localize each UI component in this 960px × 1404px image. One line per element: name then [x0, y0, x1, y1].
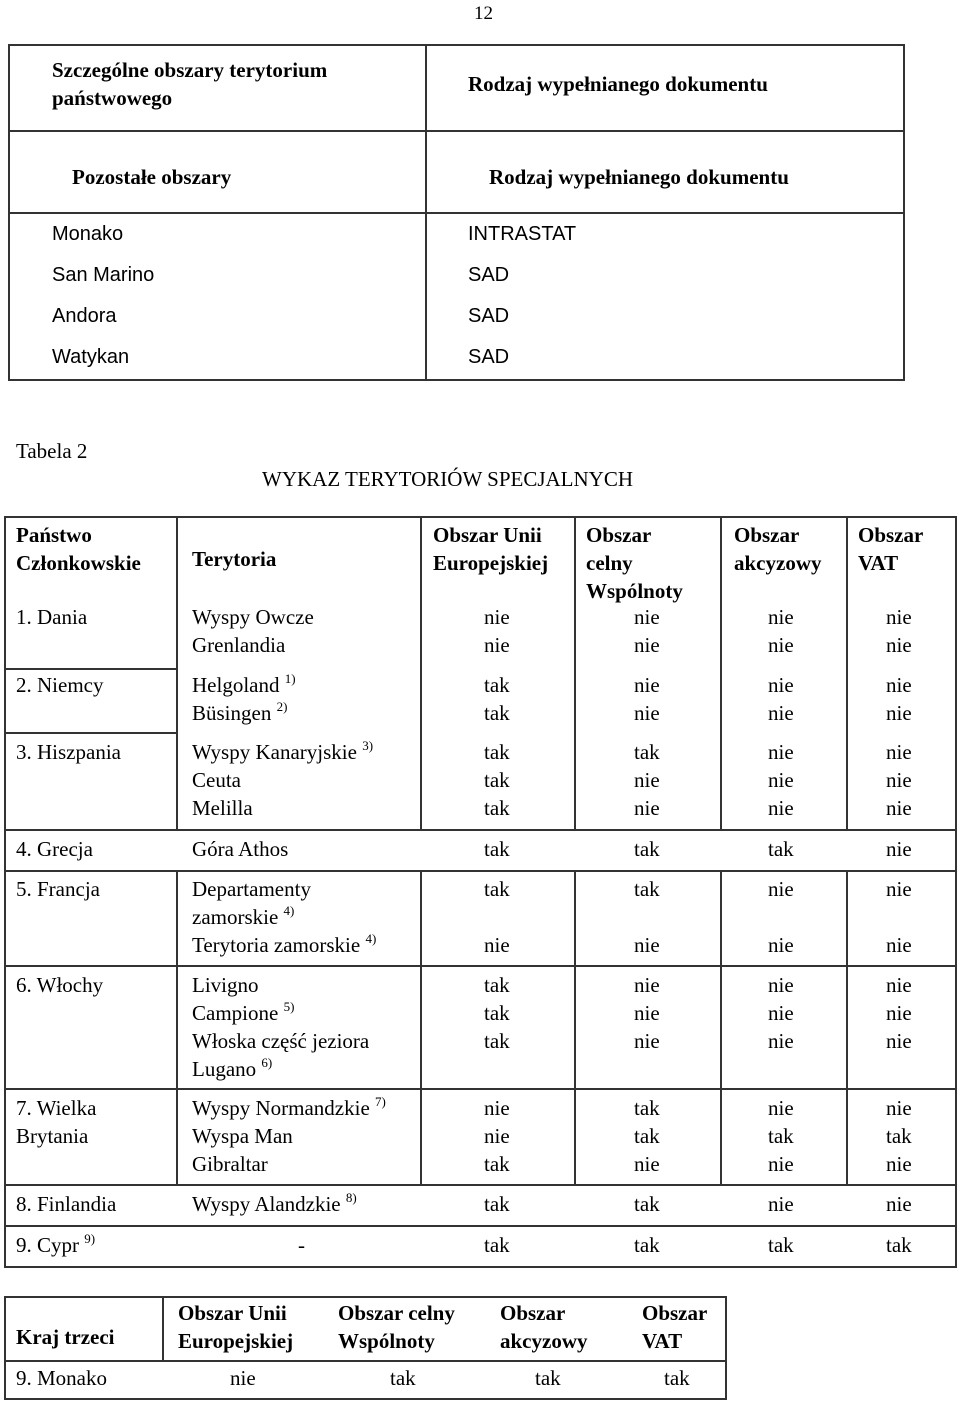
table-row: Monako: [52, 223, 124, 245]
table1-docs: [468, 220, 576, 384]
header-customs-area: Obszar celny Wspólnoty: [586, 523, 683, 603]
table-row: Andora: [52, 305, 117, 327]
table1-areas: [52, 220, 154, 384]
table1-header-right: Rodzaj wypełnianego dokumentu: [468, 72, 768, 96]
table1-subheader-left: Pozostałe obszary: [72, 165, 232, 189]
table1-header-left: Szczególne obszary terytorium państwowego: [52, 58, 328, 110]
table-row: SAD: [468, 264, 510, 286]
page-number: 12: [474, 3, 493, 24]
header-territories: Terytoria: [192, 547, 277, 571]
table-row: SAD: [468, 346, 510, 368]
header-vat-area: Obszar VAT: [858, 523, 924, 575]
table-row: SAD: [468, 305, 510, 327]
table-row: Watykan: [52, 346, 130, 368]
header-vat-area: Obszar VAT: [642, 1301, 708, 1353]
header-excise-area: Obszar akcyzowy: [500, 1301, 588, 1353]
table2-title: WYKAZ TERYTORIÓW SPECJALNYCH: [262, 467, 634, 491]
header-eu-area: Obszar Unii Europejskiej: [433, 523, 549, 575]
table2-label: Tabela 2: [16, 439, 88, 463]
table-row: San Marino: [52, 264, 155, 286]
table-row: INTRASTAT: [468, 223, 577, 245]
table1-subheader-right: Rodzaj wypełnianego dokumentu: [489, 165, 789, 189]
header-member-state: Państwo Członkowskie: [16, 523, 141, 575]
header-excise-area: Obszar akcyzowy: [734, 523, 822, 575]
header-eu-area: Obszar Unii Europejskiej: [178, 1301, 294, 1353]
header-customs-area: Obszar celny Wspólnoty: [338, 1301, 455, 1353]
header-third-country: Kraj trzeci: [16, 1325, 115, 1349]
